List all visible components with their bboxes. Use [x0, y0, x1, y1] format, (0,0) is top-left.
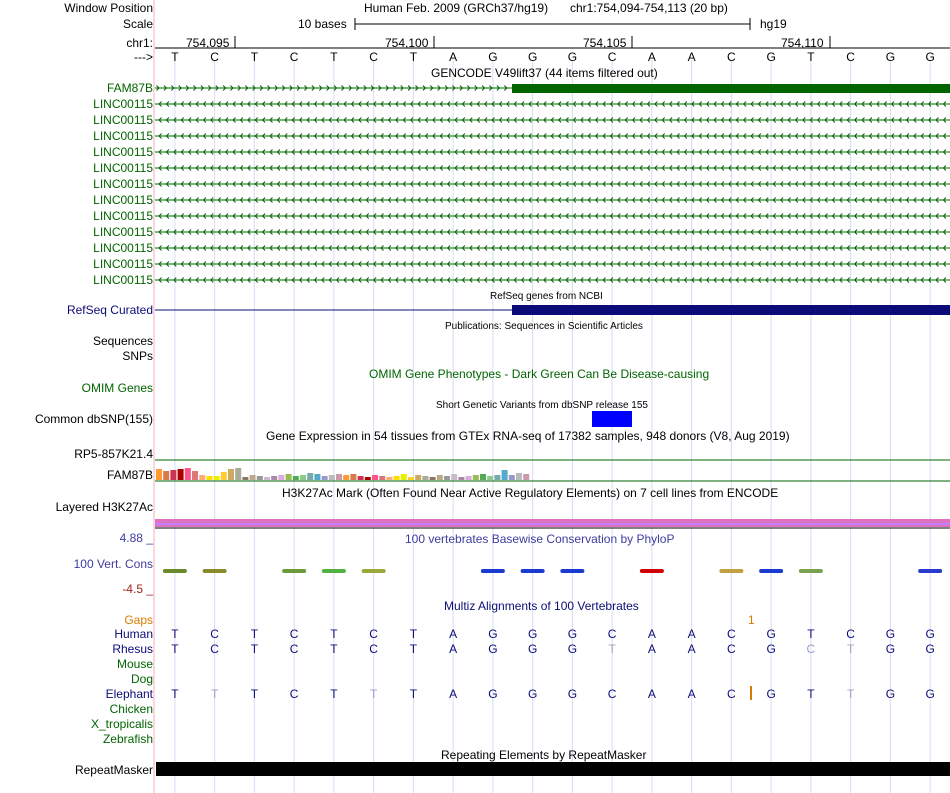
multiz-base: A [449, 627, 458, 641]
multiz-base: C [369, 642, 378, 656]
chrom-label: chr1: [126, 36, 153, 50]
conservation-min-label: -4.5 _ [122, 582, 153, 596]
multiz-base: A [647, 687, 656, 701]
multiz-base: G [567, 627, 578, 641]
gtex-tissue-bar [185, 468, 191, 480]
multiz-base: A [647, 642, 656, 656]
coord-tick-label: 754,105 [583, 36, 627, 50]
ruler-base: T [807, 50, 815, 64]
gtex-tissue-bar [264, 477, 270, 480]
gencode-gene-label[interactable]: LINC00115 [93, 241, 153, 255]
ruler-base: C [607, 50, 617, 64]
ruler-base: C [846, 50, 855, 64]
gtex-tissue-bar [386, 477, 392, 480]
gtex-tissue-bar [473, 475, 479, 480]
gtex-tissue-bar [199, 475, 205, 480]
multiz-base: T [409, 642, 418, 656]
multiz-base: T [846, 642, 855, 656]
ruler-base: G [766, 50, 776, 64]
multiz-base: T [409, 687, 418, 701]
gtex-gene-label[interactable]: RP5-857K21.4 [74, 447, 153, 461]
multiz-base: C [210, 627, 219, 641]
gtex-tissue-bar [271, 476, 277, 480]
gtex-tissue-bar [350, 474, 356, 480]
gtex-tissue-bar [286, 474, 292, 480]
h3k27ac-track-title: H3K27Ac Mark (Often Found Near Active Regulatory Elements) on 7 cell lines from ENCODE [282, 486, 779, 500]
coord-tick-label: 754,100 [385, 36, 429, 50]
scale-label: Scale [122, 17, 153, 31]
gtex-tissue-bar [480, 474, 486, 480]
multiz-base: G [925, 642, 935, 656]
gtex-tissue-bar [523, 474, 529, 480]
conservation-glyph [362, 569, 386, 573]
gencode-gene-label[interactable]: FAM87B [106, 81, 153, 95]
gencode-gene-label[interactable]: LINC00115 [93, 177, 153, 191]
gtex-tissue-bar [343, 475, 349, 480]
multiz-species-label[interactable]: Dog [130, 672, 153, 686]
multiz-base: A [687, 627, 696, 641]
multiz-base: C [210, 642, 219, 656]
conservation-track-label[interactable]: 100 Vert. Cons [73, 557, 153, 571]
omim-track-label[interactable]: OMIM Genes [81, 381, 153, 395]
ruler-base: G [527, 50, 538, 64]
gtex-tissue-bar [322, 476, 328, 480]
multiz-base: T [171, 627, 179, 641]
multiz-base: C [607, 627, 617, 641]
ruler-base: T [250, 50, 259, 64]
gtex-gene-label[interactable]: FAM87B [106, 468, 153, 482]
gtex-tissue-bar [379, 476, 385, 480]
multiz-base: C [727, 687, 736, 701]
multiz-base: C [289, 687, 299, 701]
gtex-tissue-bar [228, 469, 234, 480]
gtex-tissue-bar [451, 474, 457, 480]
multiz-base: A [449, 687, 458, 701]
multiz-base: A [687, 642, 696, 656]
multiz-base: C [727, 642, 736, 656]
gencode-gene-label[interactable]: LINC00115 [93, 257, 153, 271]
gencode-gene-label[interactable]: LINC00115 [93, 225, 153, 239]
multiz-base: T [409, 627, 418, 641]
gtex-tissue-bar [257, 476, 263, 480]
gtex-tissue-bar [394, 476, 400, 480]
dbsnp-track-title: Short Genetic Variants from dbSNP release 155 [436, 400, 648, 411]
ruler-base: A [647, 50, 656, 64]
ruler-base: C [289, 50, 299, 64]
gtex-tissue-bar [250, 475, 256, 480]
conservation-glyph [203, 569, 227, 573]
multiz-base: G [885, 642, 896, 656]
gtex-tissue-bar [163, 471, 169, 480]
multiz-base: G [527, 687, 538, 701]
multiz-base: T [846, 687, 855, 701]
multiz-base: G [488, 642, 498, 656]
gtex-tissue-bar [466, 476, 472, 480]
snps-track-label[interactable]: SNPs [122, 349, 153, 363]
multiz-base: G [567, 687, 578, 701]
dbsnp-track-label[interactable]: Common dbSNP(155) [34, 412, 153, 426]
multiz-base: T [171, 642, 179, 656]
gencode-gene-label[interactable]: LINC00115 [93, 161, 153, 175]
gtex-tissue-bar [415, 475, 421, 480]
gtex-tissue-bar [487, 476, 493, 480]
ruler-base: T [171, 50, 179, 64]
gtex-tissue-bar [422, 476, 428, 480]
gtex-tissue-bar [178, 469, 184, 480]
gtex-tissue-bar [336, 474, 342, 480]
ruler-base: C [727, 50, 736, 64]
conservation-glyph [799, 569, 823, 573]
gtex-tissue-bar [300, 475, 306, 480]
refseq-track-label[interactable]: RefSeq Curated [66, 303, 153, 317]
scale-text: 10 bases [298, 17, 347, 31]
omim-track-title: OMIM Gene Phenotypes - Dark Green Can Be Disease-causing [369, 367, 710, 381]
gtex-tissue-bar [329, 475, 335, 480]
conservation-glyph [918, 569, 942, 573]
multiz-base: C [846, 627, 855, 641]
gtex-tissue-bar [156, 469, 162, 480]
strand-label: ---> [134, 50, 153, 64]
multiz-base: T [807, 627, 815, 641]
gencode-track-title: GENCODE V49lift37 (44 items filtered out) [431, 66, 658, 80]
ruler-base: G [925, 50, 935, 64]
multiz-base: C [289, 642, 299, 656]
conservation-track-title: 100 vertebrates Basewise Conservation by PhyloP [405, 532, 675, 546]
gtex-tissue-bar [214, 476, 220, 480]
multiz-species-label[interactable]: Elephant [105, 687, 153, 701]
coord-tick-label: 754,095 [186, 36, 230, 50]
multiz-base: T [330, 687, 338, 701]
multiz-base: T [250, 627, 259, 641]
gtex-tissue-bar [372, 475, 378, 480]
h3k27ac-band [155, 523, 950, 525]
multiz-base: A [687, 687, 696, 701]
multiz-base: A [647, 627, 656, 641]
multiz-base: G [925, 687, 935, 701]
db-name: hg19 [760, 17, 787, 31]
multiz-base: G [885, 687, 896, 701]
multiz-base: T [369, 687, 378, 701]
multiz-base: C [607, 687, 617, 701]
gtex-tissue-bar [192, 471, 198, 480]
gtex-tissue-bar [206, 476, 212, 480]
ruler-base: G [488, 50, 498, 64]
gtex-tissue-bar [365, 477, 371, 480]
gencode-gene-label[interactable]: LINC00115 [93, 97, 153, 111]
gtex-tissue-bar [494, 475, 500, 480]
refseq-track-title: RefSeq genes from NCBI [490, 291, 603, 302]
multiz-base: G [766, 627, 776, 641]
gtex-tissue-bar [170, 470, 176, 480]
multiz-species-label[interactable]: Rhesus [112, 642, 153, 656]
gtex-tissue-bar [235, 468, 241, 480]
multiz-species-label[interactable]: Human [114, 627, 153, 641]
gap-count: 1 [748, 613, 755, 627]
conservation-glyph [282, 569, 306, 573]
multiz-base: C [289, 627, 299, 641]
conservation-glyph [640, 569, 664, 573]
gtex-tissue-bar [401, 474, 407, 480]
gtex-tissue-bar [437, 475, 443, 480]
multiz-base: G [488, 687, 498, 701]
multiz-base: T [171, 687, 179, 701]
ruler-base: A [449, 50, 458, 64]
multiz-base: C [806, 642, 816, 656]
multiz-base: C [369, 627, 378, 641]
conservation-glyph [521, 569, 545, 573]
ruler-base: A [687, 50, 696, 64]
conservation-glyph [759, 569, 783, 573]
gtex-tissue-bar [408, 477, 414, 480]
gene-exon-block [512, 84, 950, 93]
multiz-species-label[interactable]: Zebrafish [102, 732, 153, 746]
multiz-base: G [766, 642, 776, 656]
gtex-tissue-bar [221, 472, 227, 480]
window-position-label: Window Position [64, 1, 153, 15]
gtex-tissue-bar [293, 476, 299, 480]
coord-tick-label: 754,110 [781, 36, 824, 50]
multiz-species-label[interactable]: Chicken [109, 702, 153, 716]
multiz-base: T [250, 642, 259, 656]
h3k27ac-band [155, 525, 950, 527]
multiz-base: T [210, 687, 219, 701]
ruler-base: T [409, 50, 418, 64]
conservation-max-label: 4.88 _ [119, 531, 153, 545]
gtex-tissue-bar [509, 475, 515, 480]
multiz-base: G [567, 642, 578, 656]
ruler-base: G [567, 50, 578, 64]
ruler-base: C [210, 50, 219, 64]
gtex-tissue-bar [444, 476, 450, 480]
assembly-name: Human Feb. 2009 (GRCh37/hg19) [364, 1, 549, 15]
gtex-tissue-bar [242, 477, 248, 480]
gtex-tissue-bar [314, 474, 320, 480]
gtex-tissue-bar [278, 475, 284, 480]
conservation-glyph [322, 569, 346, 573]
h3k27ac-band [155, 519, 950, 523]
multiz-base: T [608, 642, 616, 656]
position-readout: chr1:754,094-754,113 (20 bp) [570, 1, 728, 15]
gencode-gene-label[interactable]: LINC00115 [93, 145, 153, 159]
repeatmasker-track-label[interactable]: RepeatMasker [74, 763, 153, 777]
gencode-gene-label[interactable]: LINC00115 [93, 113, 153, 127]
multiz-base: T [807, 687, 815, 701]
conservation-glyph [481, 569, 505, 573]
gtex-tissue-bar [307, 473, 313, 480]
conservation-glyph [719, 569, 743, 573]
gtex-tissue-bar [430, 477, 436, 480]
multiz-base: T [250, 687, 259, 701]
multiz-base: G [527, 642, 538, 656]
gencode-gene-label[interactable]: LINC00115 [93, 209, 153, 223]
multiz-base: C [727, 627, 736, 641]
gtex-tissue-bar [502, 470, 508, 480]
gencode-gene-label[interactable]: LINC00115 [93, 193, 153, 207]
multiz-base: G [766, 687, 776, 701]
dbsnp-variant-block [592, 411, 632, 427]
multiz-base: A [449, 642, 458, 656]
gencode-gene-label[interactable]: LINC00115 [93, 129, 153, 143]
multiz-base: G [925, 627, 935, 641]
multiz-base: T [330, 642, 338, 656]
repeatmasker-block [156, 762, 950, 776]
gtex-tissue-bar [516, 473, 522, 480]
repeatmasker-track-title: Repeating Elements by RepeatMasker [441, 748, 647, 762]
gencode-gene-label[interactable]: LINC00115 [93, 273, 153, 287]
gtex-tissue-bar [358, 476, 364, 480]
gaps-label: Gaps [124, 613, 153, 627]
refseq-exon-block [512, 305, 950, 315]
conservation-glyph [163, 569, 187, 573]
publications-track-title: Publications: Sequences in Scientific Articles [445, 321, 643, 332]
multiz-base: T [330, 627, 338, 641]
multiz-species-label[interactable]: Mouse [116, 657, 153, 671]
ruler-base: G [885, 50, 896, 64]
conservation-glyph [560, 569, 584, 573]
gtex-tissue-bar [458, 477, 464, 480]
h3k27ac-track-label[interactable]: Layered H3K27Ac [55, 500, 153, 514]
publications-track-label[interactable]: Sequences [92, 334, 153, 348]
gtex-track-title: Gene Expression in 54 tissues from GTEx RNA-seq of 17382 samples, 948 donors (V8, Aug 2019) [266, 429, 790, 443]
multiz-base: G [885, 627, 896, 641]
multiz-base: G [488, 627, 498, 641]
ruler-base: C [369, 50, 378, 64]
ruler-base: T [330, 50, 338, 64]
multiz-species-label[interactable]: X_tropicalis [90, 717, 153, 731]
multiz-track-title: Multiz Alignments of 100 Vertebrates [444, 599, 639, 613]
multiz-base: G [527, 627, 538, 641]
